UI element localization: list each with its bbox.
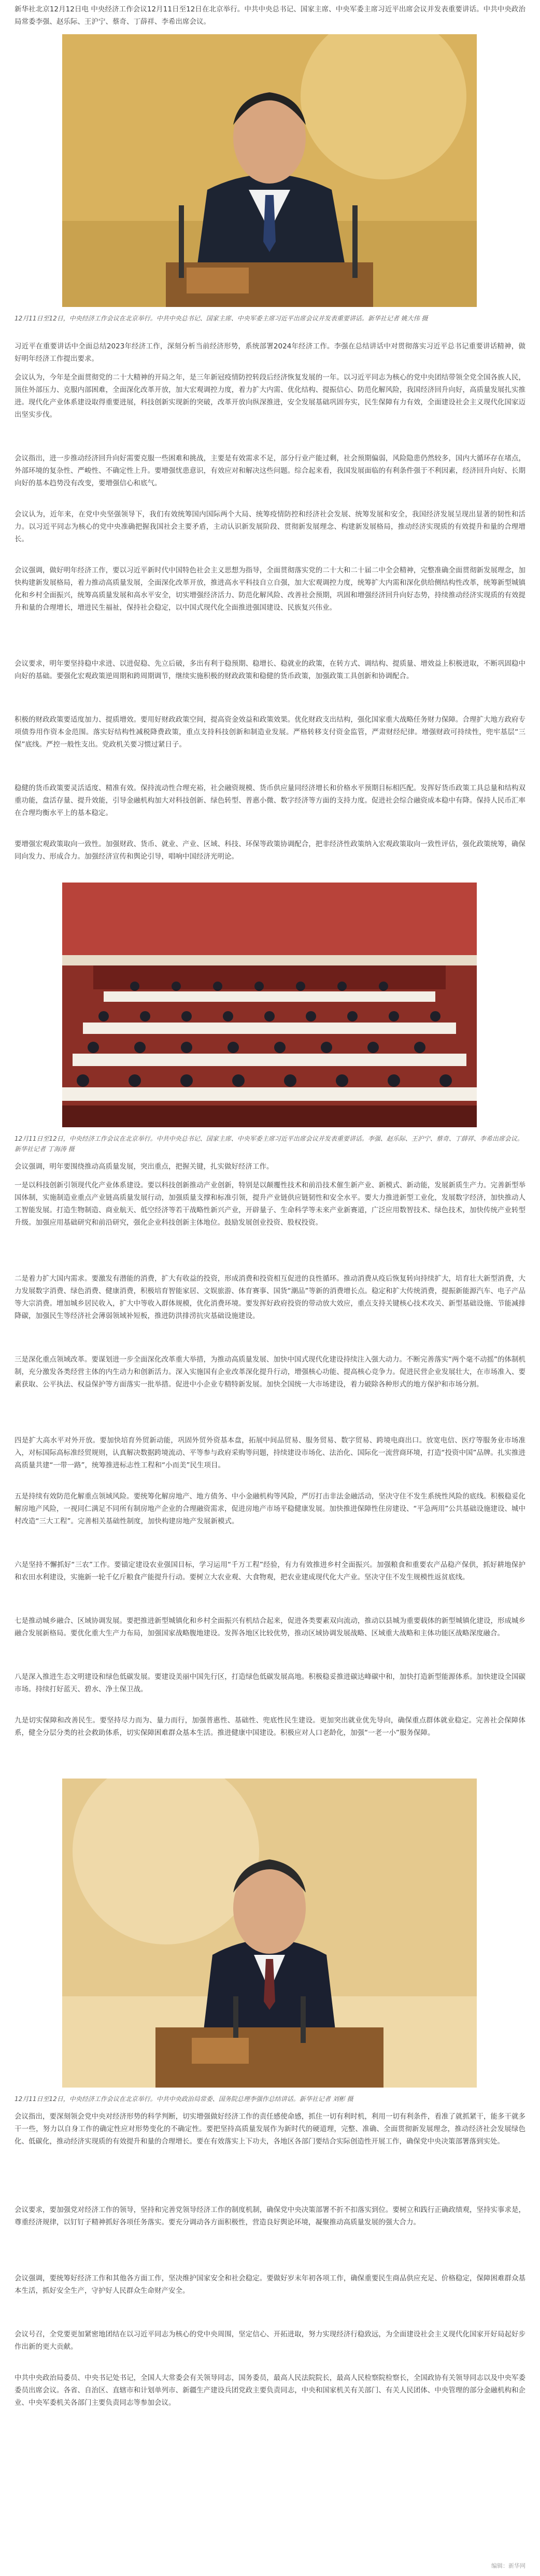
paragraph-1: 习近平在重要讲话中全面总结2023年经济工作，深刻分析当前经济形势，系统部署2024年经济工作。李强在总结讲话中对贯彻落实习近平总书记重要讲话精神，做好明年经济工作提出要求。 [15,342,525,363]
paragraph-7: 积极的财政政策要适度加力、提质增效。要用好财政政策空间，提高资金效益和政策效果。优化财政支出结构，强化国家重大战略任务财力保障。合理扩大地方政府专项债券用作资本金范围。落实好结构性减税降费政策，重点支持科技创新和制造业发展。严格转移支付资金监管，严肃财经纪律。增强财政可持续性，兜牢基层“三保”底线。严控一般性支出。党政机关要习惯过紧日子。 [15,716,525,749]
paragraph-22: 会议强调，要统筹好经济工作和其他各方面工作，坚决维护国家安全和社会稳定。要做好岁末年初各项工作，确保重要民生商品供应充足、价格稳定，保障困难群众基本生活，抓好安全生产，守护好人民群众生命财产安全。 [15,2274,525,2295]
photo-caption-1: 12月11日至12日，中央经济工作会议在北京举行。中共中央总书记、国家主席、中央军委主席习近平出席会议并发表重要讲话。新华社记者 姚大伟 摄 [15,315,428,322]
paragraph-18: 八是深入推进生态文明建设和绿色低碳发展。要建设美丽中国先行区，打造绿色低碳发展高地。积极稳妥推进碳达峰碳中和，加快打造新型能源体系。加快建设全国碳市场。持续打好蓝天、碧水、净土保卫战。 [15,1673,525,1693]
paragraph-15: 五是持续有效防范化解重点领域风险。要统筹化解房地产、地方债务、中小金融机构等风险，严厉打击非法金融活动，坚决守住不发生系统性风险的底线。积极稳妥化解房地产风险，一视同仁满足不同所有制房地产企业的合理融资需求，促进房地产市场平稳健康发展。加快推进保障性住房建设、“平急两用”公共基础设施建设、城中村改造“三大工程”。完善相关基础性制度，加快构建房地产发展新模式。 [15,1492,525,1525]
photo-caption-2: 12月11日至12日，中央经济工作会议在北京举行。中共中央总书记、国家主席、中央军委主席习近平出席会议并发表重要讲话。李强、赵乐际、王沪宁、蔡奇、丁薛祥、李希出席会议。新华社记者 丁海涛 摄 [15,1135,523,1153]
paragraph-14: 四是扩大高水平对外开放。要加快培育外贸新动能，巩固外贸外资基本盘，拓展中间品贸易、服务贸易、数字贸易、跨境电商出口。放宽电信、医疗等服务业市场准入，对标国际高标准经贸规则，认真解决数据跨境流动、平等参与政府采购等问题，持续建设市场化、法治化、国际化一流营商环境，打造“投资中国”品牌。扎实推进高质量共建“一带一路”，统筹推进标志性工程和“小而美”民生项目。 [15,1436,525,1469]
paragraph-8: 稳健的货币政策要灵活适度、精准有效。保持流动性合理充裕，社会融资规模、货币供应量同经济增长和价格水平预期目标相匹配。发挥好货币政策工具总量和结构双重功能，盘活存量、提升效能，引导金融机构加大对科技创新、绿色转型、普惠小微、数字经济等方面的支持力度。促进社会综合融资成本稳中有降。保持人民币汇率在合理均衡水平上的基本稳定。 [15,784,525,817]
editor-tag: 编辑：新华网 [491,2563,525,2569]
paragraph-10: 会议强调，明年要围绕推动高质量发展，突出重点，把握关键，扎实做好经济工作。 [15,1163,274,1171]
paragraph-2: 会议认为，今年是全面贯彻党的二十大精神的开局之年，是三年新冠疫情防控转段后经济恢复发展的一年。以习近平同志为核心的党中央团结带领全党全国各族人民，顶住外部压力、克服内部困难，全面深化改革开放，加大宏观调控力度，着力扩大内需、优化结构、提振信心、防范化解风险，我国经济回升向好，高质量发展扎实推进。现代化产业体系建设取得重要进展，科技创新实现新的突破，改革开放向纵深推进，安全发展基础巩固夯实，民生保障有力有效，全面建设社会主义现代化国家迈出坚实步伐。 [15,373,525,419]
intro-paragraph: 新华社北京12月12日电 中央经济工作会议12月11日至12日在北京举行。中共中央总书记、国家主席、中央军委主席习近平出席会议并发表重要讲话。中共中央政治局常委李强、赵乐际、王沪宁、蔡奇、丁薛祥、李希出席会议。 [15,5,525,26]
paragraph-20: 会议指出，要深刻领会党中央对经济形势的科学判断，切实增强做好经济工作的责任感使命感，抓住一切有利时机，利用一切有利条件，看准了就抓紧干，能多干就多干一些，努力以自身工作的确定性应对形势变化的不确定性。要把坚持高质量发展作为新时代的硬道理，完整、准确、全面贯彻新发展理念，推动经济社会发展绿色化、低碳化，推动经济实现质的有效提升和量的合理增长。要在有效落实上下功夫，各地区各部门要结合实际创造性开展工作，确保党中央决策部署落到实处。 [15,2112,525,2146]
photo-meeting-hall [62,883,477,1127]
paragraph-16: 六是坚持不懈抓好“三农”工作。要锚定建设农业强国目标，学习运用“千万工程”经验，有力有效推进乡村全面振兴。加强粮食和重要农产品稳产保供，抓好耕地保护和农田水利建设，实施新一轮千亿斤粮食产能提升行动。要树立大农业观、大食物观，把农业建成现代化大产业。坚决守住不发生规模性返贫底线。 [15,1561,525,1581]
paragraph-21: 会议要求，要加强党对经济工作的领导，坚持和完善党领导经济工作的制度机制，确保党中央决策部署不折不扣落实到位。要树立和践行正确政绩观，坚持实事求是，尊重经济规律，以钉钉子精神抓好各项任务落实。要充分调动各方面积极性，营造良好舆论环境，凝聚推动高质量发展的强大合力。 [15,2206,525,2227]
paragraph-23: 会议号召，全党要更加紧密地团结在以习近平同志为核心的党中央周围，坚定信心、开拓进取，努力实现经济行稳致远，为全面建设社会主义现代化国家开好局起好步作出新的更大贡献。 [15,2330,525,2351]
paragraph-3: 会议指出，进一步推动经济回升向好需要克服一些困难和挑战，主要是有效需求不足，部分行业产能过剩，社会预期偏弱，风险隐患仍然较多，国内大循环存在堵点，外部环境的复杂性、严峻性、不确定性上升。要增强忧患意识，有效应对和解决这些问题。综合起来看，我国发展面临的有利条件强于不利因素，经济回升向好、长期向好的基本趋势没有改变，要增强信心和底气。 [15,454,525,487]
photo-caption-3: 12月11日至12日，中央经济工作会议在北京举行。中共中央政治局常委、国务院总理李强作总结讲话。新华社记者 刘彬 摄 [15,2095,353,2103]
paragraph-9: 要增强宏观政策取向一致性。加强财政、货币、就业、产业、区域、科技、环保等政策协调配合，把非经济性政策纳入宏观政策取向一致性评估，强化政策统筹，确保同向发力、形成合力。加强经济宣传和舆论引导，唱响中国经济光明论。 [15,840,525,861]
meeting-hall-illustration [62,883,477,1127]
speaker-illustration [62,34,477,307]
paragraph-19: 九是切实保障和改善民生。要坚持尽力而为、量力而行，加强普惠性、基础性、兜底性民生建设。更加突出就业优先导向，确保重点群体就业稳定。完善社会保障体系，健全分层分类的社会救助体系，切实保障困难群众基本生活。推进健康中国建设。积极应对人口老龄化，加强“一老一小”服务保障。 [15,1716,525,1737]
photo-li-qiang [62,1779,477,2088]
paragraph-11: 一是以科技创新引领现代化产业体系建设。要以科技创新推动产业创新，特别是以颠覆性技术和前沿技术催生新产业、新模式、新动能，发展新质生产力。完善新型举国体制，实施制造业重点产业链高质量发展行动，加强质量支撑和标准引领，提升产业链供应链韧性和安全水平。要大力推进新型工业化，发展数字经济，加快推动人工智能发展。打造生物制造、商业航天、低空经济等若干战略性新兴产业，开辟量子、生命科学等未来产业新赛道，广泛应用数智技术、绿色技术，加快传统产业转型升级。加强应用基础研究和前沿研究，强化企业科技创新主体地位。鼓励发展创业投资、股权投资。 [15,1181,525,1227]
paragraph-5: 会议强调，做好明年经济工作，要以习近平新时代中国特色社会主义思想为指导，全面贯彻落实党的二十大和二十届二中全会精神，完整准确全面贯彻新发展理念，加快构建新发展格局，着力推动高质量发展，全面深化改革开放，推进高水平科技自立自强，加大宏观调控力度，统筹扩大内需和深化供给侧结构性改革，统筹新型城镇化和乡村全面振兴，统筹高质量发展和高水平安全，切实增强经济活力、防范化解风险、改善社会预期，巩固和增强经济回升向好态势，持续推动经济实现质的有效提升和量的合理增长，增进民生福祉，保持社会稳定，以中国式现代化全面推进强国建设、民族复兴伟业。 [15,566,525,612]
paragraph-6: 会议要求，明年要坚持稳中求进、以进促稳、先立后破，多出有利于稳预期、稳增长、稳就业的政策，在转方式、调结构、提质量、增效益上积极进取，不断巩固稳中向好的基础。要强化宏观政策逆周期和跨周期调节，继续实施积极的财政政策和稳健的货币政策，加强政策工具创新和协调配合。 [15,660,525,680]
closing-paragraph: 中共中央政治局委员、中央书记处书记，全国人大常委会有关领导同志，国务委员，最高人民法院院长，最高人民检察院检察长，全国政协有关领导同志以及中央军委委员出席会议。各省、自治区、直辖市和计划单列市、新疆生产建设兵团党政主要负责同志，中央和国家机关有关部门、有关人民团体、中央管理的部分金融机构和企业、中央军委机关各部门主要负责同志等参加会议。 [15,2374,525,2407]
paragraph-4: 会议认为，近年来，在党中央坚强领导下，我们有效统筹国内国际两个大局、统筹疫情防控和经济社会发展、统筹发展和安全，我国经济发展呈现出显著的韧性和活力。以习近平同志为核心的党中央准确把握我国社会主要矛盾，主动认识新发展阶段、贯彻新发展理念、构建新发展格局，推动经济实现质的有效提升和量的合理增长。 [15,510,525,543]
paragraph-12: 二是着力扩大国内需求。要激发有潜能的消费，扩大有收益的投资，形成消费和投资相互促进的良性循环。推动消费从疫后恢复转向持续扩大，培育壮大新型消费，大力发展数字消费、绿色消费、健康消费，积极培育智能家居、文娱旅游、体育赛事、国货“潮品”等新的消费增长点。稳定和扩大传统消费，提振新能源汽车、电子产品等大宗消费。增加城乡居民收入，扩大中等收入群体规模，优化消费环境。要发挥好政府投资的带动放大效应，重点支持关键核心技术攻关、新型基础设施、节能减排降碳，加强民生等经济社会薄弱领域补短板，推进防洪排涝抗灾基础设施建设。 [15,1275,525,1320]
photo-xi-speech [62,34,477,307]
paragraph-17: 七是推动城乡融合、区域协调发展。要把推进新型城镇化和乡村全面振兴有机结合起来，促进各类要素双向流动，推动以县城为重要载体的新型城镇化建设，形成城乡融合发展新格局。要优化重大生产力布局，加强国家战略腹地建设。发挥各地区比较优势，推动区域协调发展战略、区域重大战略和主体功能区战略深度融合。 [15,1617,525,1637]
paragraph-13: 三是深化重点领域改革。要谋划进一步全面深化改革重大举措，为推动高质量发展、加快中国式现代化建设持续注入强大动力。不断完善落实“两个毫不动摇”的体制机制，充分激发各类经营主体的内生动力和创新活力。深入实施国有企业改革深化提升行动，增强核心功能、提高核心竞争力。促进民营企业发展壮大，在市场准入、要素获取、公平执法、权益保护等方面落实一批举措。促进中小企业专精特新发展。加快全国统一大市场建设，着力破除各种形式的地方保护和市场分割。 [15,1355,525,1389]
second-speaker-illustration [62,1779,477,2088]
